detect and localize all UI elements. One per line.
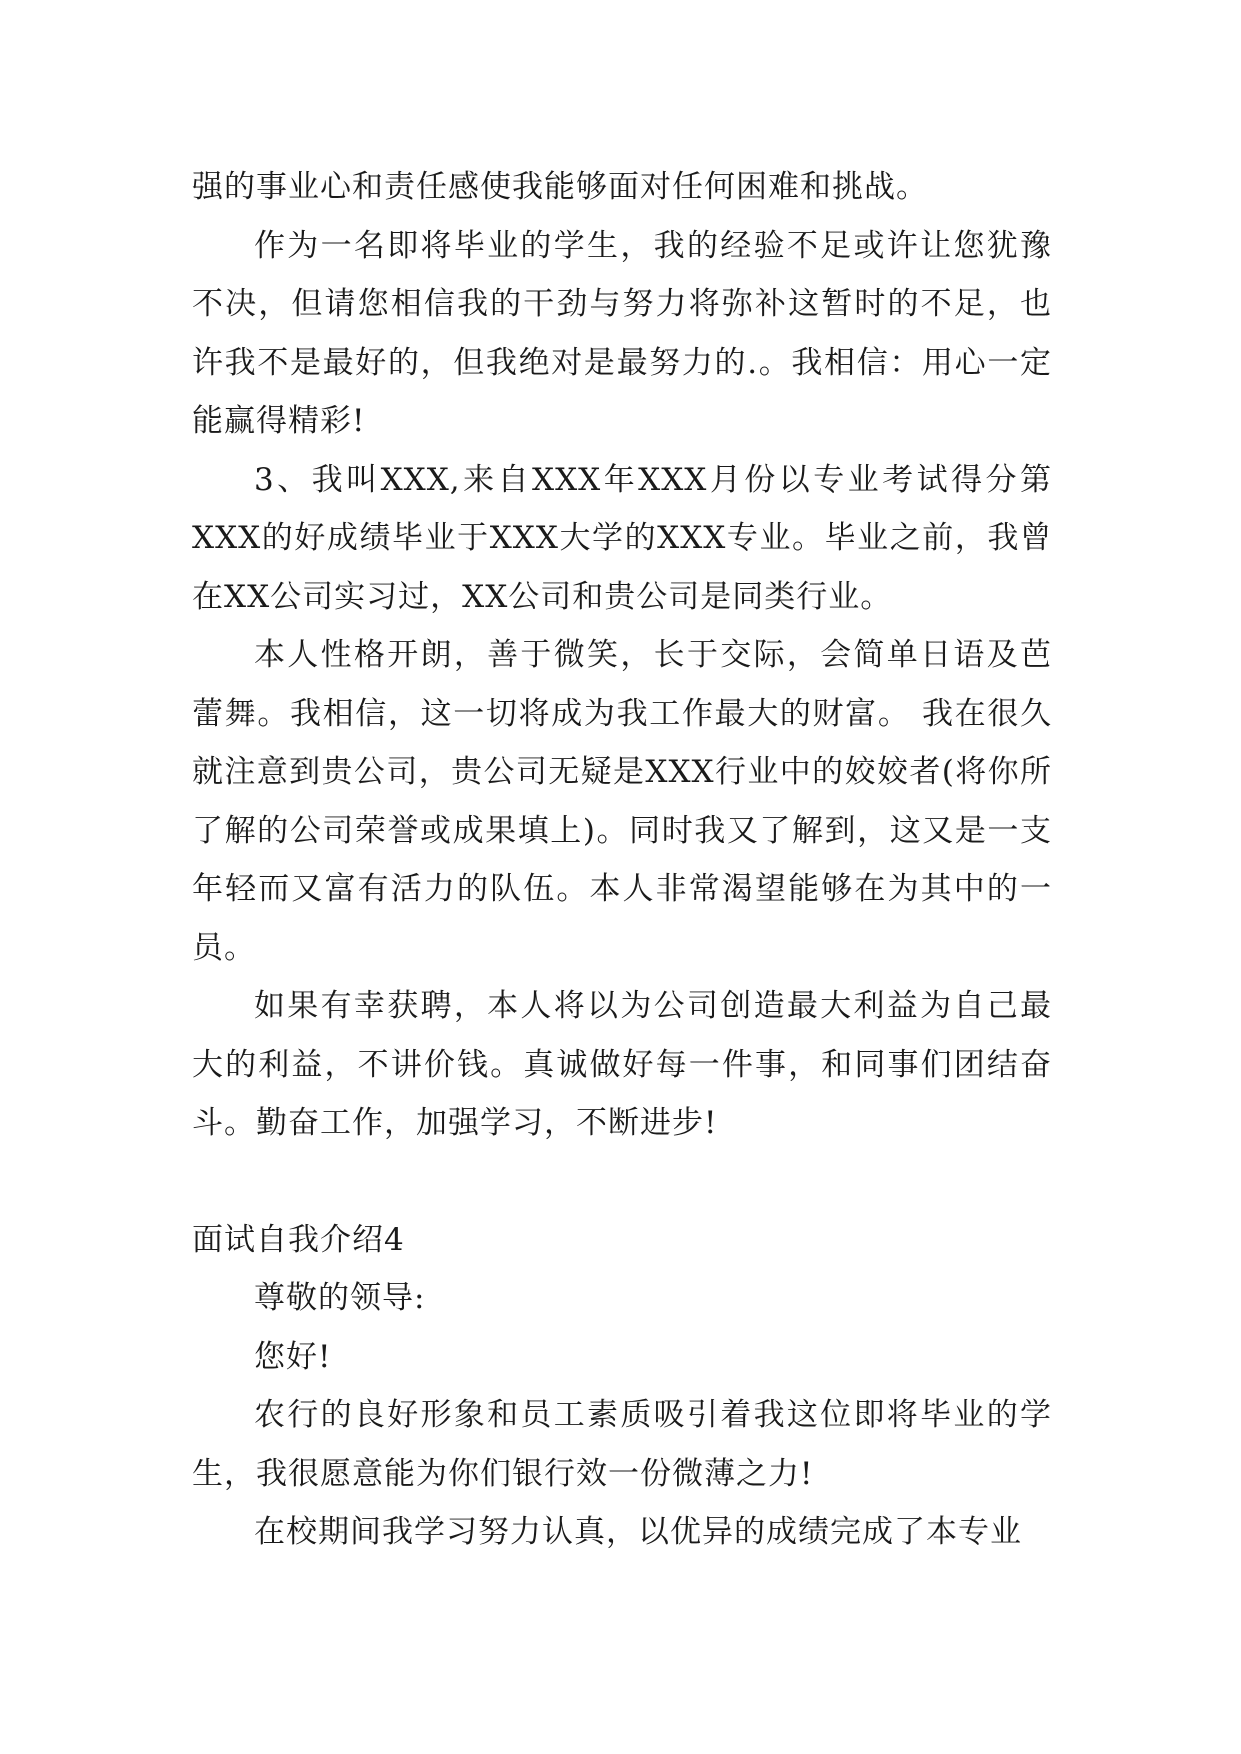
greeting: 尊敬的领导: bbox=[254, 1280, 426, 1316]
paragraph-experience: 作为一名即将毕业的学生，我的经验不足或许让您犹豫不决，但请您相信我的干劲与努力将弥补这暂时的不足，也许我不是最好的，但我绝对是最努力的.。我相信：用心一定能赢得精彩! bbox=[192, 227, 1052, 439]
paragraph-study: 在校期间我学习努力认真，以优异的成绩完成了本专业 bbox=[254, 1514, 1022, 1550]
salutation: 您好! bbox=[254, 1338, 332, 1375]
paragraph-intro-3: 3、我叫XXX,来自XXX年XXX月份以专业考试得分第XXX的好成绩毕业于XXX大学的XXX专业。毕业之前，我曾在XX公司实习过，XX公司和贵公司是同类行业。 bbox=[192, 461, 1052, 615]
paragraph-commitment: 如果有幸获聘，本人将以为公司创造最大利益为自己最大的利益，不讲价钱。真诚做好每一件事，和同事们团结奋斗。勤奋工作，加强学习，不断进步! bbox=[192, 988, 1052, 1141]
paragraph-personality: 本人性格开朗，善于微笑，长于交际，会简单日语及芭蕾舞。我相信，这一切将成为我工作最大的财富。 我在很久就注意到贵公司，贵公司无疑是XXX行业中的姣姣者(将你所了解的公司荣誉或成果填上)。同时我又了解到，这又是一支年轻而又富有活力的队伍。本人非常渴望能够在为其中的一员。 bbox=[192, 637, 1052, 966]
paragraph-bank: 农行的良好形象和员工素质吸引着我这位即将毕业的学生，我很愿意能为你们银行效一份微薄之力! bbox=[192, 1397, 1052, 1492]
paragraph-continuation: 强的事业心和责任感使我能够面对任何困难和挑战。 bbox=[192, 169, 928, 205]
document-body bbox=[192, 158, 1052, 1562]
section-title: 面试自我介绍4 bbox=[192, 1221, 405, 1258]
